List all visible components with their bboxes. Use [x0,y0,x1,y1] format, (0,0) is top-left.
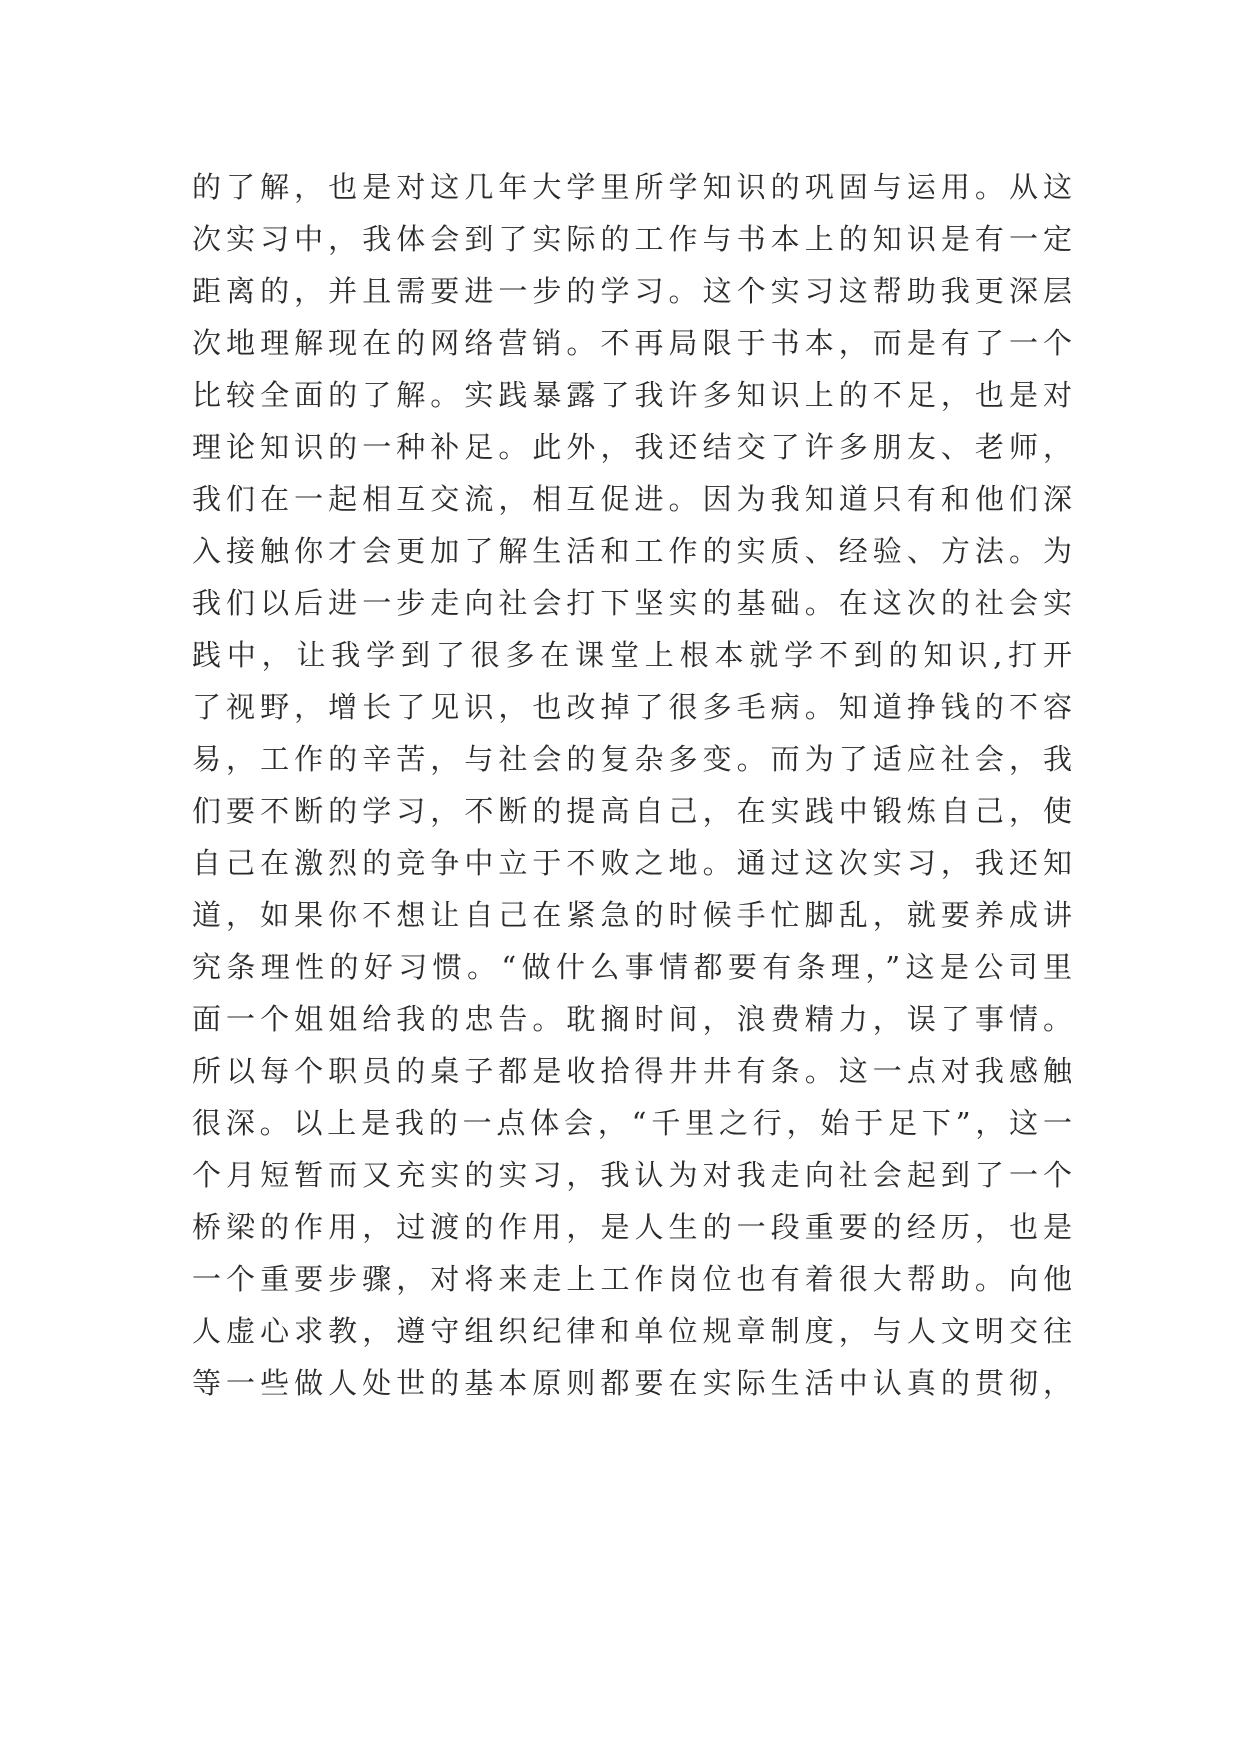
text-line: 理论知识的一种补足。此外，我还结交了许多朋友、老师， [192,430,1072,464]
text-line: 所以每个职员的桌子都是收拾得井井有条。这一点对我感触 [192,1054,1072,1088]
text-line: 入接触你才会更加了解生活和工作的实质、经验、方法。为 [192,534,1072,568]
text-line: 道，如果你不想让自己在紧急的时候手忙脚乱，就要养成讲 [192,898,1072,932]
text-line: 人虚心求教，遵守组织纪律和单位规章制度，与人文明交往 [192,1314,1072,1348]
text-line: 桥梁的作用，过渡的作用，是人生的一段重要的经历，也是 [192,1210,1072,1244]
text-line: 等一些做人处世的基本原则都要在实际生活中认真的贯彻， [192,1366,1072,1400]
text-line: 面一个姐姐给我的忠告。耽搁时间，浪费精力，误了事情。 [192,1002,1072,1036]
text-line: 践中，让我学到了很多在课堂上根本就学不到的知识,打开 [192,638,1072,672]
text-line: 的了解，也是对这几年大学里所学知识的巩固与运用。从这 [192,170,1072,204]
text-line: 自己在激烈的竞争中立于不败之地。通过这次实习，我还知 [192,846,1072,880]
text-line: 比较全面的了解。实践暴露了我许多知识上的不足，也是对 [192,378,1072,412]
text-line: 究条理性的好习惯。“做什么事情都要有条理，”这是公司里 [192,950,1072,984]
body-text [192,161,1072,1409]
text-line: 一个重要步骤，对将来走上工作岗位也有着很大帮助。向他 [192,1262,1072,1296]
text-line: 们要不断的学习，不断的提高自己，在实践中锻炼自己，使 [192,794,1072,828]
text-line: 很深。以上是我的一点体会，“千里之行，始于足下”，这一 [192,1106,1072,1140]
text-line: 易，工作的辛苦，与社会的复杂多变。而为了适应社会，我 [192,742,1072,776]
text-line: 次实习中，我体会到了实际的工作与书本上的知识是有一定 [192,222,1072,256]
text-line: 我们以后进一步走向社会打下坚实的基础。在这次的社会实 [192,586,1072,620]
text-line: 次地理解现在的网络营销。不再局限于书本，而是有了一个 [192,326,1072,360]
text-line: 距离的，并且需要进一步的学习。这个实习这帮助我更深层 [192,274,1072,308]
text-line: 我们在一起相互交流，相互促进。因为我知道只有和他们深 [192,482,1072,516]
text-line: 了视野，增长了见识，也改掉了很多毛病。知道挣钱的不容 [192,690,1072,724]
text-line: 个月短暂而又充实的实习，我认为对我走向社会起到了一个 [192,1158,1072,1192]
